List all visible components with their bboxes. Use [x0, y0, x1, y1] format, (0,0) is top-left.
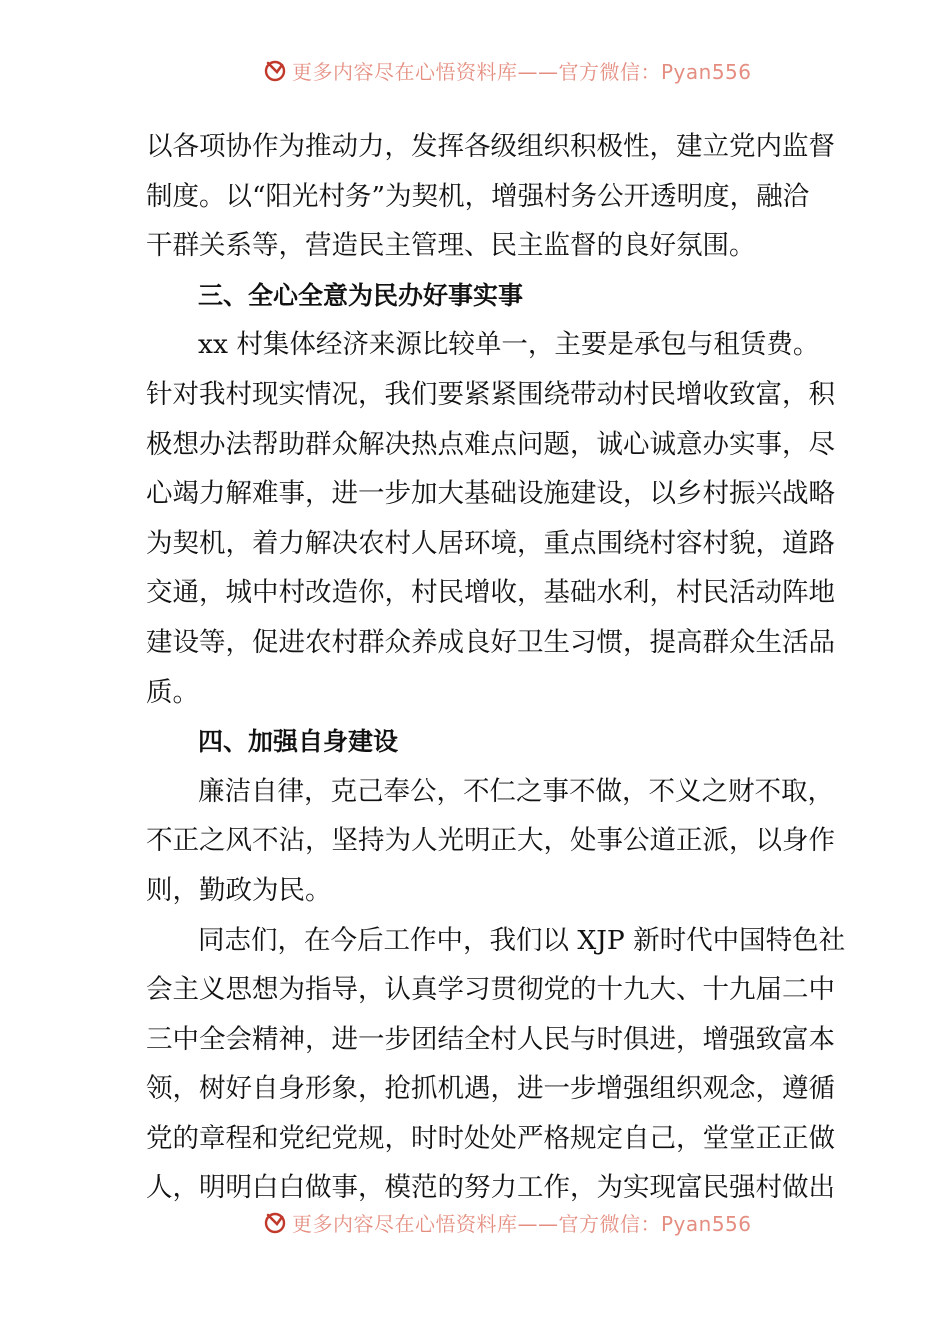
paragraph-line: 不正之风不沾，坚持为人光明正大，处事公道正派，以身作: [146, 825, 835, 857]
paragraph-line: 交通，城中村改造你，村民增收，基础水利，村民活动阵地: [146, 577, 835, 609]
paragraph-line: 廉洁自律，克己奉公，不仁之事不做，不义之财不取，: [198, 775, 834, 807]
watermark-banner-top: [262, 56, 752, 84]
paragraph-line: 制度。以“阳光村务”为契机，增强村务公开透明度，融洽: [146, 180, 810, 212]
paragraph-line: 领，树好自身形象，抢抓机遇，进一步增强组织观念，遵循: [146, 1073, 835, 1105]
section-heading-4: 四、加强自身建设: [198, 727, 399, 757]
section-heading-3: 三、全心全意为民办好事实事: [198, 280, 524, 310]
paragraph-line: xx 村集体经济来源比较单一，主要是承包与租赁费。: [198, 329, 820, 361]
paragraph-line: 党的章程和党纪党规，时时处处严格规定自己，堂堂正正做: [146, 1122, 835, 1154]
brand-logo-icon: [262, 1209, 288, 1235]
watermark-text-top: 更多内容尽在心悟资料库——官方微信：Pyan556: [292, 59, 752, 84]
paragraph-line: 建设等，促进农村群众养成良好卫生习惯，提高群众生活品: [146, 626, 835, 658]
paragraph-line: 针对我村现实情况，我们要紧紧围绕带动村民增收致富，积: [146, 378, 835, 410]
paragraph-line: 三中全会精神，进一步团结全村人民与时俱进，增强致富本: [146, 1023, 835, 1055]
brand-logo-icon: [262, 57, 288, 83]
paragraph-line: 以各项协作为推动力，发挥各级组织积极性，建立党内监督: [146, 131, 835, 162]
paragraph-line: 干群关系等，营造民主管理、民主监督的良好氛围。: [146, 230, 756, 262]
paragraph-line: 同志们，在今后工作中，我们以 XJP 新时代中国特色社: [198, 924, 846, 956]
paragraph-line: 人，明明白白做事，模范的努力工作，为实现富民强村做出: [146, 1172, 835, 1204]
paragraph-line: 会主义思想为指导，认真学习贯彻党的十九大、十九届二中: [146, 974, 835, 1006]
paragraph-line: 心竭力解难事，进一步加大基础设施建设，以乡村振兴战略: [146, 478, 835, 510]
paragraph-line: 为契机，着力解决农村人居环境，重点围绕村容村貌，道路: [146, 527, 835, 559]
paragraph-line: 极想办法帮助群众解决热点难点问题，诚心诚意办实事，尽: [146, 428, 835, 460]
document-body: [146, 122, 846, 1213]
paragraph-line: 质。: [146, 676, 199, 708]
watermark-banner-bottom: [262, 1208, 752, 1236]
watermark-text-bottom: 更多内容尽在心悟资料库——官方微信：Pyan556: [292, 1211, 752, 1236]
paragraph-line: 则，勤政为民。: [146, 874, 332, 906]
